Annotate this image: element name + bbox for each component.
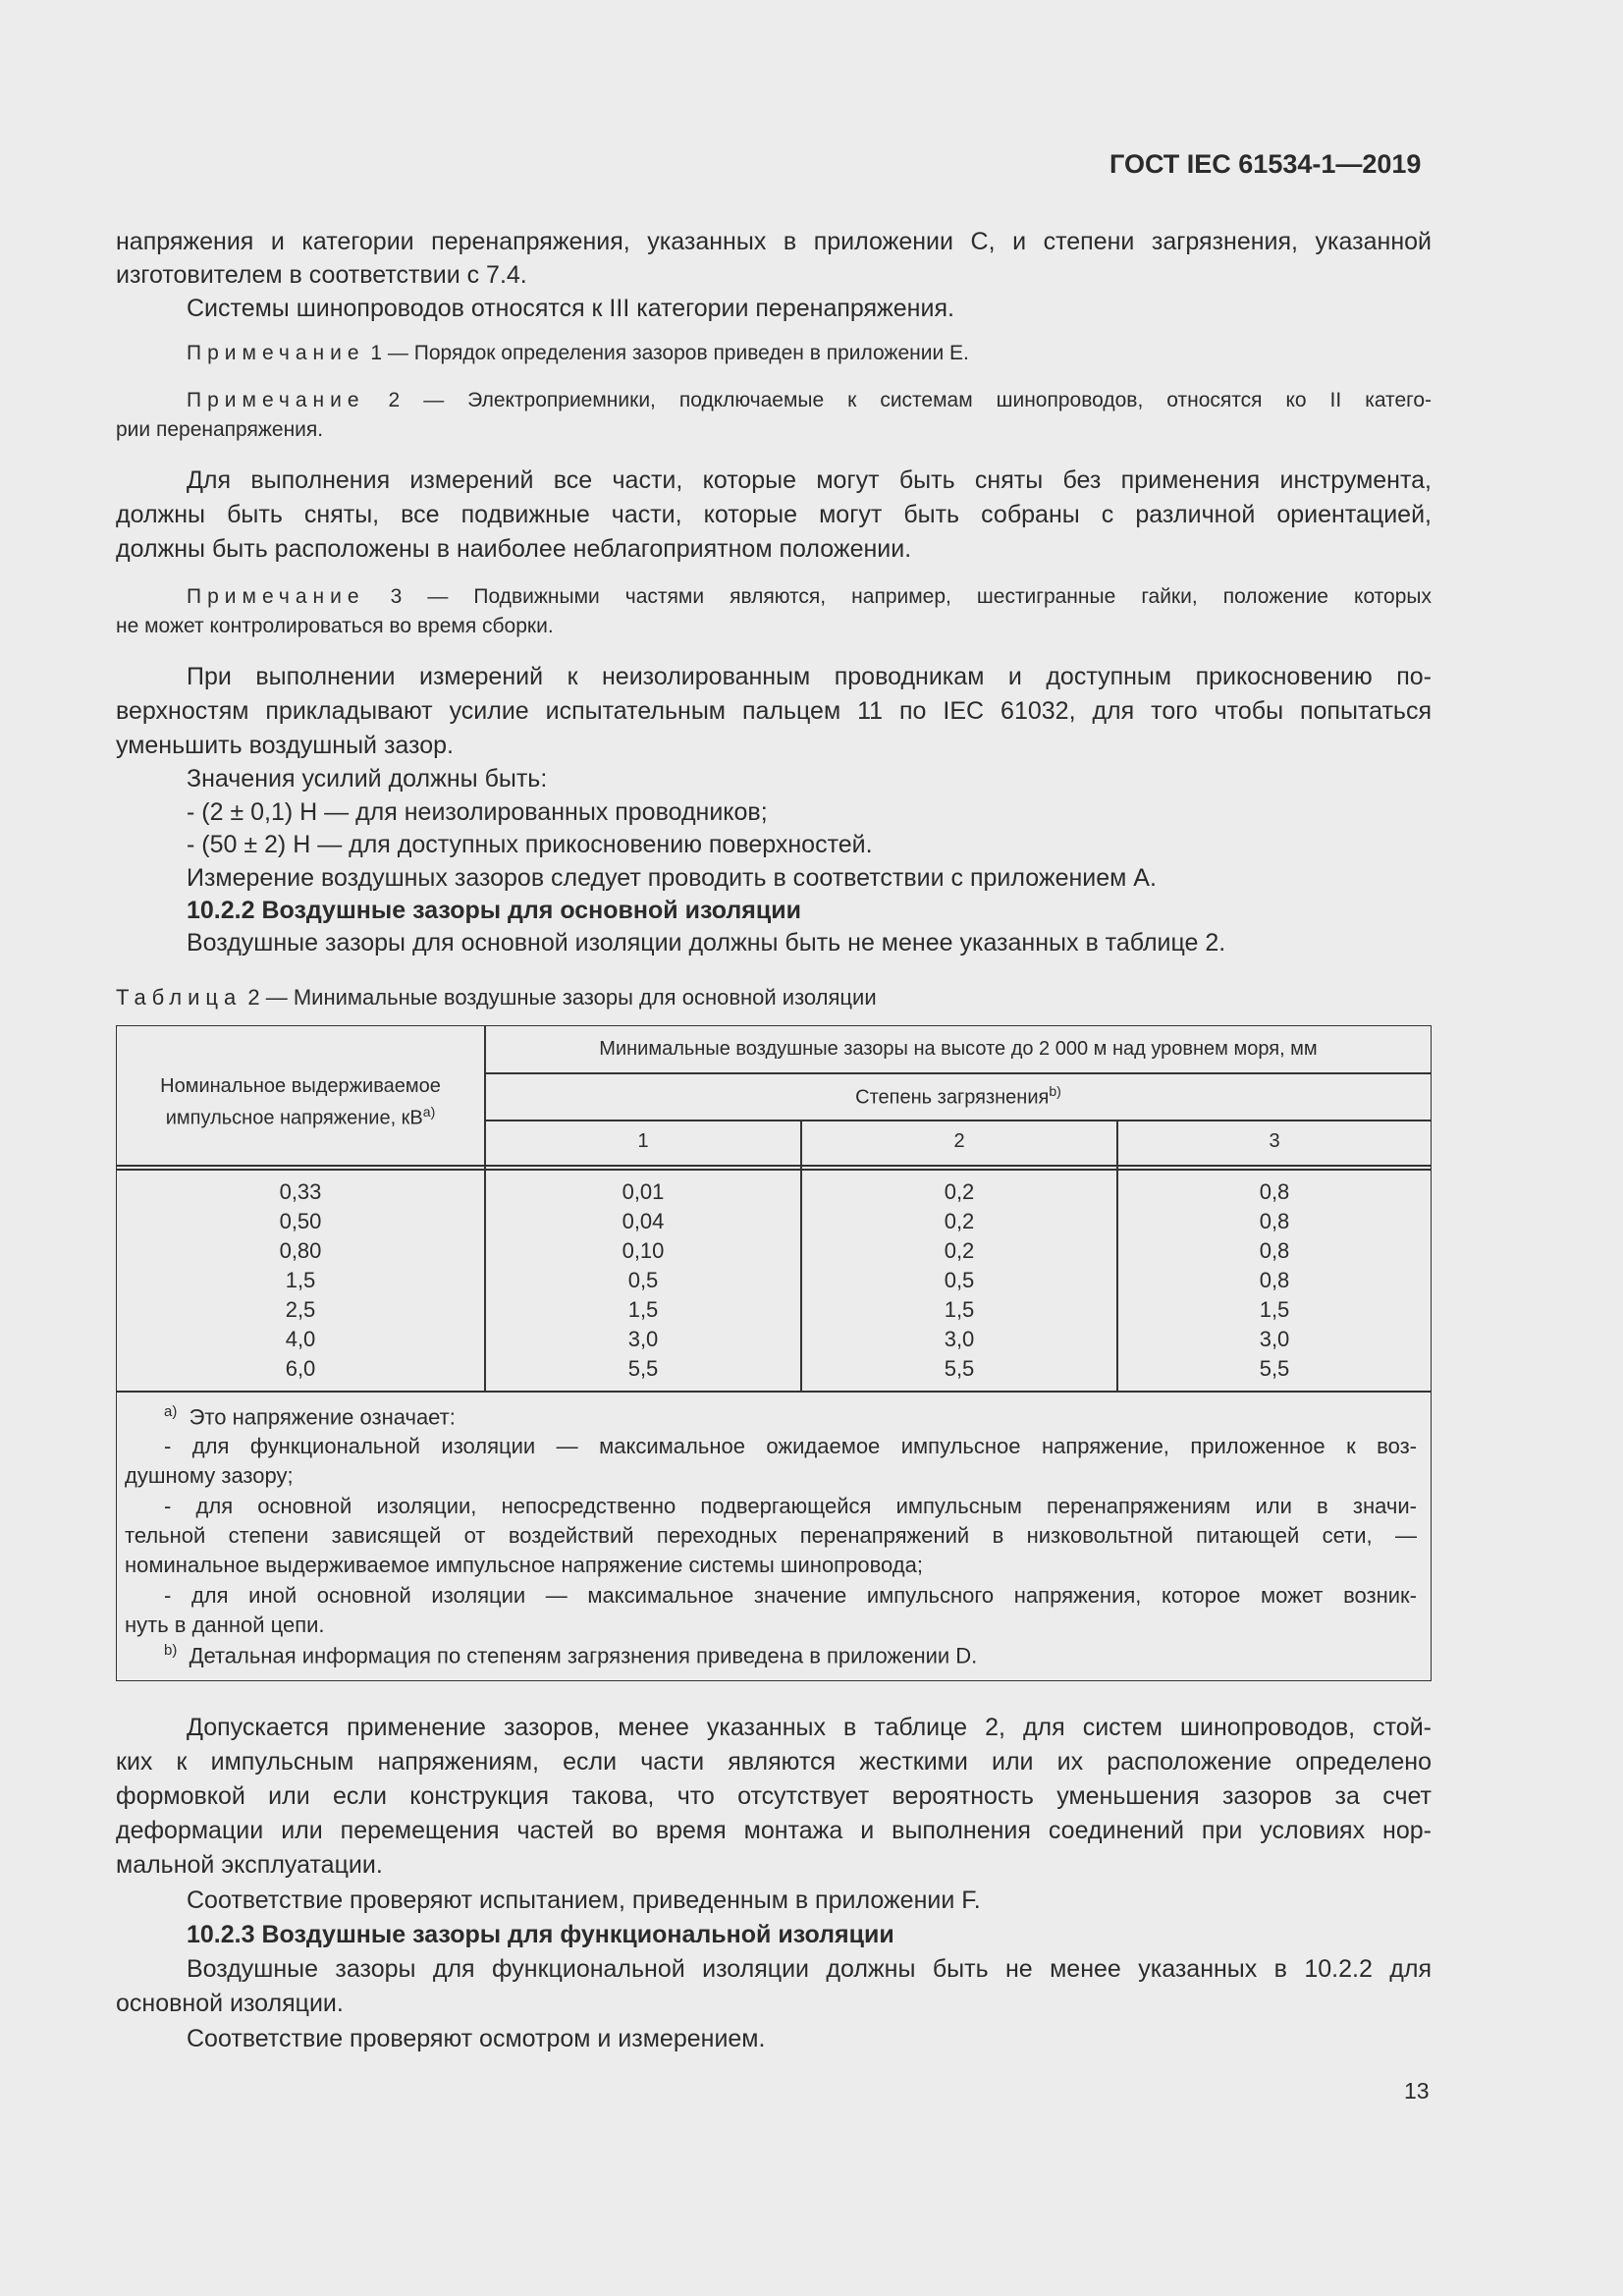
table-cell: 0,04	[622, 1209, 665, 1233]
table-cell: 0,5	[944, 1268, 975, 1292]
degree-2-column	[802, 1177, 1116, 1384]
footnote-text: Это напряжение означает:	[189, 1404, 456, 1430]
table-cell: 0,8	[1259, 1209, 1290, 1233]
row-header-text: импульсное напряжение, кВ	[165, 1107, 423, 1129]
paragraph: Воздушные зазоры для основной изоляции должны быть не менее указанных в таблице 2.	[187, 929, 1226, 957]
row-header-line	[117, 1099, 484, 1131]
footnote-line: - для основной изоляции, непосредственно подвергающейся импульсным перенапряжениям или в значи-	[164, 1494, 1417, 1518]
paragraph-line: напряжения и категории перенапряжения, указанных в приложении С, и степени загрязнения, указанной	[116, 228, 1432, 255]
column-header: 1	[637, 1130, 649, 1152]
row-header-line: Номинальное выдерживаемое	[160, 1075, 441, 1097]
table-cell: 3,0	[1259, 1327, 1290, 1351]
footnote-line: - для иной основной изоляции — максимальное значение импульсного напряжения, которое может возник-	[164, 1583, 1417, 1608]
paragraph: Соответствие проверяют осмотром и измерением.	[187, 2025, 766, 2052]
document-id: ГОСТ IEC 61534-1—2019	[1109, 149, 1422, 179]
note-label: Примечание	[187, 585, 365, 608]
table-cell: 4,0	[285, 1327, 316, 1351]
paragraph-line: уменьшить воздушный зазор.	[116, 732, 454, 759]
footnote-line: нуть в данной цепи.	[125, 1613, 325, 1637]
column-header: 2	[953, 1130, 965, 1152]
table-rule	[484, 1120, 1431, 1121]
list-item: - (2 ± 0,1) Н — для неизолированных проводников;	[187, 798, 768, 826]
list-item: - (50 ± 2) Н — для доступных прикосновению поверхностей.	[187, 831, 873, 858]
note-3	[187, 585, 1432, 609]
paragraph-line: верхностям прикладывают усилие испытательным пальцем 11 по IEC 61032, для того чтобы попытаться	[116, 697, 1432, 725]
paragraph: Соответствие проверяют испытанием, приведенным в приложении F.	[187, 1886, 981, 1914]
degree-3-column	[1118, 1177, 1431, 1384]
paragraph-line: Допускается применение зазоров, менее указанных в таблице 2, для систем шинопроводов, стой-	[187, 1714, 1432, 1741]
table-caption-text: 2 — Минимальные воздушные зазоры для основной изоляции	[247, 985, 877, 1010]
table-cell: 0,10	[622, 1238, 665, 1263]
table-rule	[117, 1165, 1431, 1167]
note-text: 1 — Порядок определения зазоров приведен в приложении Е.	[370, 342, 969, 364]
table-cell: 0,8	[1259, 1179, 1290, 1204]
table-cell: 1,5	[627, 1297, 659, 1322]
paragraph-line: Воздушные зазоры для функциональной изоляции должны быть не менее указанных в 10.2.2 для	[187, 1955, 1432, 1983]
note-2-continuation: рии перенапряжения.	[116, 418, 324, 441]
table-cell: 5,5	[627, 1356, 659, 1381]
voltage-column	[117, 1177, 484, 1384]
sub-header	[486, 1083, 1431, 1110]
note-label: Примечание	[187, 389, 365, 411]
table-cell: 1,5	[285, 1268, 316, 1292]
paragraph-line: основной изоляции.	[116, 1990, 344, 2017]
table-cell: 0,33	[279, 1179, 322, 1204]
table-rule	[484, 1072, 1431, 1074]
table-caption	[116, 985, 877, 1011]
section-heading: 10.2.2 Воздушные зазоры для основной изоляции	[187, 897, 801, 924]
note-3-continuation: не может контролироваться во время сборки.	[116, 615, 554, 637]
footnote-ref: b)	[1049, 1083, 1061, 1099]
clearance-table	[116, 1025, 1432, 1681]
table-cell: 1,5	[944, 1297, 975, 1322]
paragraph: Значения усилий должны быть:	[187, 765, 548, 793]
note-label: Примечание	[187, 342, 365, 364]
table-cell: 3,0	[627, 1327, 659, 1351]
table-cell: 0,2	[944, 1179, 975, 1204]
section-heading: 10.2.3 Воздушные зазоры для функциональной изоляции	[187, 1921, 894, 1948]
table-cell: 6,0	[285, 1356, 316, 1381]
row-header	[117, 1073, 484, 1131]
paragraph-line: должны быть расположены в наиболее неблагоприятном положении.	[116, 535, 912, 563]
paragraph-line: ких к импульсным напряжениям, если части являются жесткими или их расположение определено	[116, 1748, 1432, 1776]
table-rule	[117, 1169, 1431, 1171]
footnote-line: номинальное выдерживаемое импульсное напряжение системы шинопровода;	[125, 1553, 923, 1577]
paragraph-line: мальной эксплуатации.	[116, 1851, 383, 1879]
paragraph-line: изготовителем в соответствии с 7.4.	[116, 261, 527, 289]
paragraph-line: Для выполнения измерений все части, которые могут быть сняты без применения инструмента,	[187, 466, 1432, 494]
footnote-line: душному зазору;	[125, 1463, 294, 1488]
table-cell: 0,2	[944, 1209, 975, 1233]
sub-header-text: Степень загрязнения	[855, 1086, 1050, 1109]
table-cell: 3,0	[944, 1327, 975, 1351]
table-caption-label: Таблица	[116, 985, 243, 1010]
note-1	[187, 342, 969, 365]
footnote-b	[164, 1642, 977, 1668]
table-cell: 0,50	[279, 1209, 322, 1233]
page-number: 13	[1404, 2078, 1430, 2104]
footnote-text: Детальная информация по степеням загрязнения приведена в приложении D.	[189, 1643, 978, 1668]
footnote-marker: а)	[164, 1403, 178, 1420]
note-2	[187, 389, 1432, 412]
footnote-line: тельной степени зависящей от воздействий переходных перенапряжений в низковольтной питающей сети, —	[125, 1523, 1417, 1548]
group-header: Минимальные воздушные зазоры на высоте до 2 000 м над уровнем моря, мм	[599, 1038, 1318, 1060]
table-cell: 0,01	[622, 1179, 665, 1204]
paragraph: Системы шинопроводов относятся к III категории перенапряжения.	[187, 295, 954, 322]
table-cell: 1,5	[1259, 1297, 1290, 1322]
table-cell: 0,5	[627, 1268, 659, 1292]
table-cell: 0,2	[944, 1238, 975, 1263]
table-cell: 0,80	[279, 1238, 322, 1263]
table-cell: 0,8	[1259, 1238, 1290, 1263]
column-header: 3	[1269, 1130, 1280, 1152]
footnote-line: - для функциональной изоляции — максимальное ожидаемое импульсное напряжение, приложенное к воз-	[164, 1434, 1417, 1458]
paragraph-line: формовкой или если конструкция такова, что отсутствует вероятность уменьшения зазоров за счет	[116, 1782, 1432, 1810]
table-cell: 2,5	[285, 1297, 316, 1322]
paragraph-line: При выполнении измерений к неизолированным проводникам и доступным прикосновению по-	[187, 663, 1432, 690]
degree-1-column	[486, 1177, 800, 1384]
paragraph: Измерение воздушных зазоров следует проводить в соответствии с приложением А.	[187, 864, 1157, 892]
footnote-a	[164, 1403, 456, 1430]
table-cell: 5,5	[944, 1356, 975, 1381]
footnote-marker: b)	[164, 1642, 178, 1659]
footnote-ref: а)	[422, 1104, 436, 1120]
table-rule	[117, 1391, 1431, 1393]
paragraph-line: деформации или перемещения частей во время монтажа и выполнения соединений при условиях нор-	[116, 1817, 1432, 1844]
note-text: 3 — Подвижными частями являются, например, шестигранные гайки, положение которых	[390, 585, 1432, 608]
note-text: 2 — Электроприемники, подключаемые к системам шинопроводов, относятся ко II катего-	[388, 389, 1432, 411]
table-cell: 0,8	[1259, 1268, 1290, 1292]
paragraph-line: должны быть сняты, все подвижные части, которые могут быть собраны с различной ориентацией,	[116, 501, 1432, 528]
table-cell: 5,5	[1259, 1356, 1290, 1381]
